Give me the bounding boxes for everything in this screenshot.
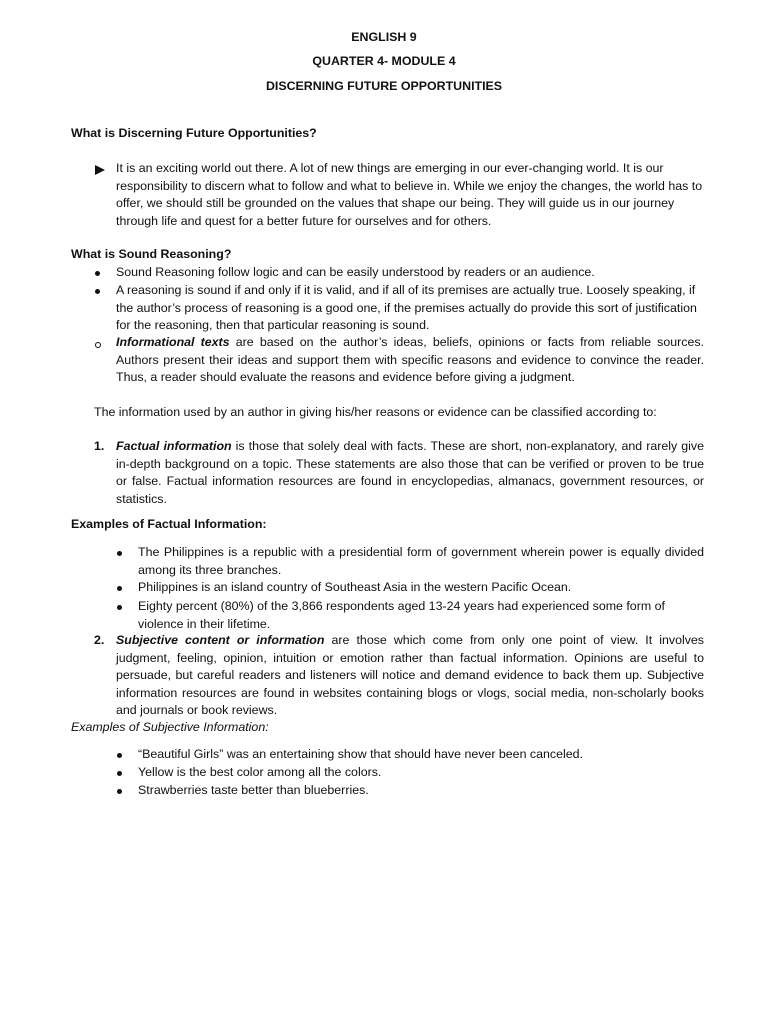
factual-information-definition: is those that solely deal with facts. These are short, non-explanatory, and rarely give in-depth background on a topic. These statements are also those that can be verified or proven to be true or false. Factual information resources are found in encyclopedias, almanacs, government resources, or statistics. (116, 439, 705, 506)
bullet-icon (117, 753, 122, 758)
subjective-information-term: Subjective content or information (116, 633, 325, 647)
subjective-information-item (116, 632, 704, 720)
subjective-example-3: Strawberries taste better than blueberries. (138, 783, 369, 797)
circle-bullet-icon (95, 342, 101, 348)
factual-example-1: The Philippines is a republic with a presidential form of government wherein power is equally divided among its three branches. (138, 545, 704, 577)
bullet-icon (95, 271, 100, 276)
classification-intro: The information used by an author in giving his/her reasons or evidence can be classified according to: (94, 405, 657, 419)
factual-example-3: Eighty percent (80%) of the 3,866 respondents aged 13-24 years had experienced some form of violence in their lifetime. (138, 599, 665, 631)
module-title: QUARTER 4- MODULE 4 (312, 54, 456, 68)
arrow-bullet-icon (95, 165, 105, 175)
bullet-icon (117, 771, 122, 776)
factual-example-2: Philippines is an island country of Southeast Asia in the western Pacific Ocean. (138, 580, 572, 594)
bullet-icon (117, 551, 122, 556)
subject-title: ENGLISH 9 (351, 30, 417, 44)
bullet-icon (117, 789, 122, 794)
subjective-example-1: “Beautiful Girls” was an entertaining show that should have never been canceled. (138, 747, 583, 761)
sound-reasoning-bullet-2: A reasoning is sound if and only if it is valid, and if all of its premises are actually true. Loosely speaking, if the author’s process of reasoning is a good one, if the premises actually do provide this sort of justification for the reasoning, then that particular reasoning is sound. (116, 283, 697, 333)
section-heading-discerning: What is Discerning Future Opportunities? (71, 126, 317, 140)
subjective-example-2: Yellow is the best color among all the colors. (138, 765, 382, 779)
subjective-information-definition: are those which come from only one point of view. It involves judgment, feeling, opinion, intuition or emotion rather than factual information. Opinions are useful to persuade, but careful readers and listeners will notice and demand evidence to back them up. Subjective information resources are found in websites containing blogs or vlogs, social media, non-scholarly books and journals or book reviews. (116, 633, 704, 718)
informational-texts-item (116, 334, 704, 387)
bullet-icon (117, 605, 122, 610)
factual-examples-heading: Examples of Factual Information: (71, 517, 267, 531)
informational-texts-definition: are based on the author’s ideas, beliefs, opinions or facts from reliable sources. Authors present their ideas and support them with specific reasons and evidence to convince the reader. Thus, a reader should evaluate the reasons and evidence before giving a judgment. (116, 335, 704, 385)
list-number-2: 2. (94, 633, 105, 647)
factual-information-item (116, 438, 704, 508)
sound-reasoning-bullet-1: Sound Reasoning follow logic and can be easily understood by readers or an audience. (116, 265, 595, 279)
discerning-paragraph: It is an exciting world out there. A lot of new things are emerging in our ever-changing world. It is our responsibility to discern what to follow and what to believe in. While we enjoy the changes, the world has to offer, we should still be grounded on the values that shape our being. They will guide us in our journey through life and quest for a better future for ourselves and for others. (116, 161, 703, 228)
bullet-icon (95, 289, 100, 294)
lesson-title: DISCERNING FUTURE OPPORTUNITIES (265, 79, 503, 93)
subjective-examples-heading: Examples of Subjective Information: (71, 720, 269, 734)
informational-texts-term: Informational texts (116, 335, 230, 349)
bullet-icon (117, 586, 122, 591)
factual-information-term: Factual information (116, 439, 232, 453)
section-heading-sound-reasoning: What is Sound Reasoning? (71, 247, 232, 261)
list-number-1: 1. (94, 439, 105, 453)
